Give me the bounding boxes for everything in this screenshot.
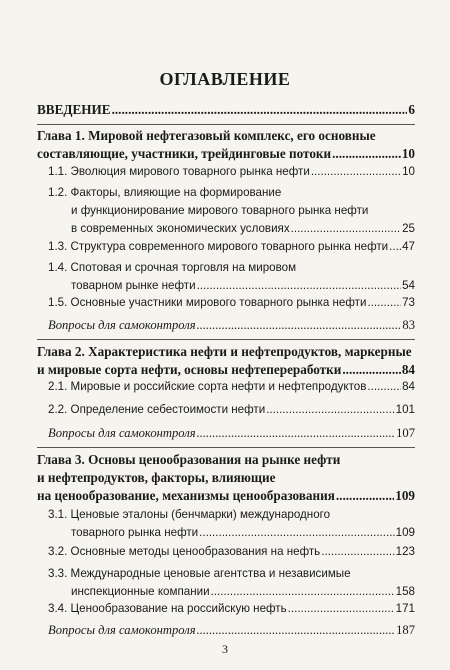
- toc-item-3-3[interactable]: 3.3. Международные ценовые агентства и независимые инспекционные компании ..... 158: [48, 565, 415, 601]
- toc-item-1-2[interactable]: 1.2. Факторы, влияющие на формирование и функционирование мирового товарного рынка нефти в современных экономических условиях ..... 25: [48, 184, 415, 238]
- page-ref: 84: [402, 380, 415, 393]
- page-ref: 10: [401, 146, 415, 161]
- toc-questions-2[interactable]: Вопросы для самоконтроля ..... 107: [48, 424, 415, 442]
- toc-item-1-5[interactable]: 1.5. Основные участники мирового товарного рынка нефти ..... 73: [48, 294, 415, 312]
- toc-item-1-3[interactable]: 1.3. Структура современного мирового товарного рынка нефти ..... 47: [48, 238, 415, 256]
- page-ref: 10: [402, 165, 415, 178]
- toc-item-3-4[interactable]: 3.4. Ценообразование на российскую нефть ..... 171: [48, 600, 415, 618]
- toc-item-1-4[interactable]: 1.4. Спотовая и срочная торговля на мировом товарном рынке нефти ..... 54: [48, 259, 415, 295]
- page-number: 3: [222, 642, 228, 656]
- page-ref: 83: [402, 318, 415, 332]
- page-ref: 73: [402, 296, 415, 309]
- divider: [37, 447, 415, 448]
- toc-chapter-1[interactable]: Глава 1. Мировой нефтегазовый комплекс, его основные составляющие, участники, трейдинговые потоки ..... 10: [37, 127, 415, 163]
- toc-chapter-2[interactable]: Глава 2. Характеристика нефти и нефтепродуктов, маркерные и мировые сорта нефти, основы нефтепереработки ..... 84: [37, 343, 415, 379]
- toc-item-3-2[interactable]: 3.2. Основные методы ценообразования на нефть ..... 123: [48, 543, 415, 561]
- page-ref: 6: [408, 102, 415, 117]
- page-ref: 158: [395, 585, 415, 598]
- page-ref: 187: [396, 623, 415, 637]
- toc-item-1-1[interactable]: 1.1. Эволюция мирового товарного рынка нефти ..... 10: [48, 163, 415, 181]
- divider: [37, 339, 415, 340]
- page-ref: 54: [402, 279, 415, 292]
- page-ref: 109: [395, 488, 415, 503]
- toc-questions-3[interactable]: Вопросы для самоконтроля ..... 187: [48, 621, 415, 639]
- toc-item-2-1[interactable]: 2.1. Мировые и российские сорта нефти и нефтепродуктов ..... 84: [48, 378, 415, 396]
- page-ref: 84: [401, 362, 415, 377]
- page-ref: 47: [402, 240, 415, 253]
- toc-item-3-1[interactable]: 3.1. Ценовые эталоны (бенчмарки) международного товарного рынка нефти ..... 109: [48, 506, 415, 542]
- toc-entry-intro[interactable]: ВВЕДЕНИЕ ..... 6: [37, 101, 415, 119]
- toc-item-2-2[interactable]: 2.2. Определение себестоимости нефти ..... 101: [48, 401, 415, 419]
- divider: [37, 124, 415, 125]
- page-ref: 123: [395, 545, 415, 558]
- page-ref: 171: [395, 602, 415, 615]
- toc-chapter-3[interactable]: Глава 3. Основы ценообразования на рынке нефти и нефтепродуктов, факторы, влияющие на ценообразование, механизмы ценообразования ..... 109: [37, 451, 415, 505]
- page-title: ОГЛАВЛЕНИЕ: [159, 69, 291, 89]
- page-ref: 101: [395, 403, 415, 416]
- page-ref: 109: [395, 526, 415, 539]
- page-ref: 25: [402, 222, 415, 235]
- toc-questions-1[interactable]: Вопросы для самоконтроля ..... 83: [48, 316, 415, 334]
- page-ref: 107: [396, 426, 415, 440]
